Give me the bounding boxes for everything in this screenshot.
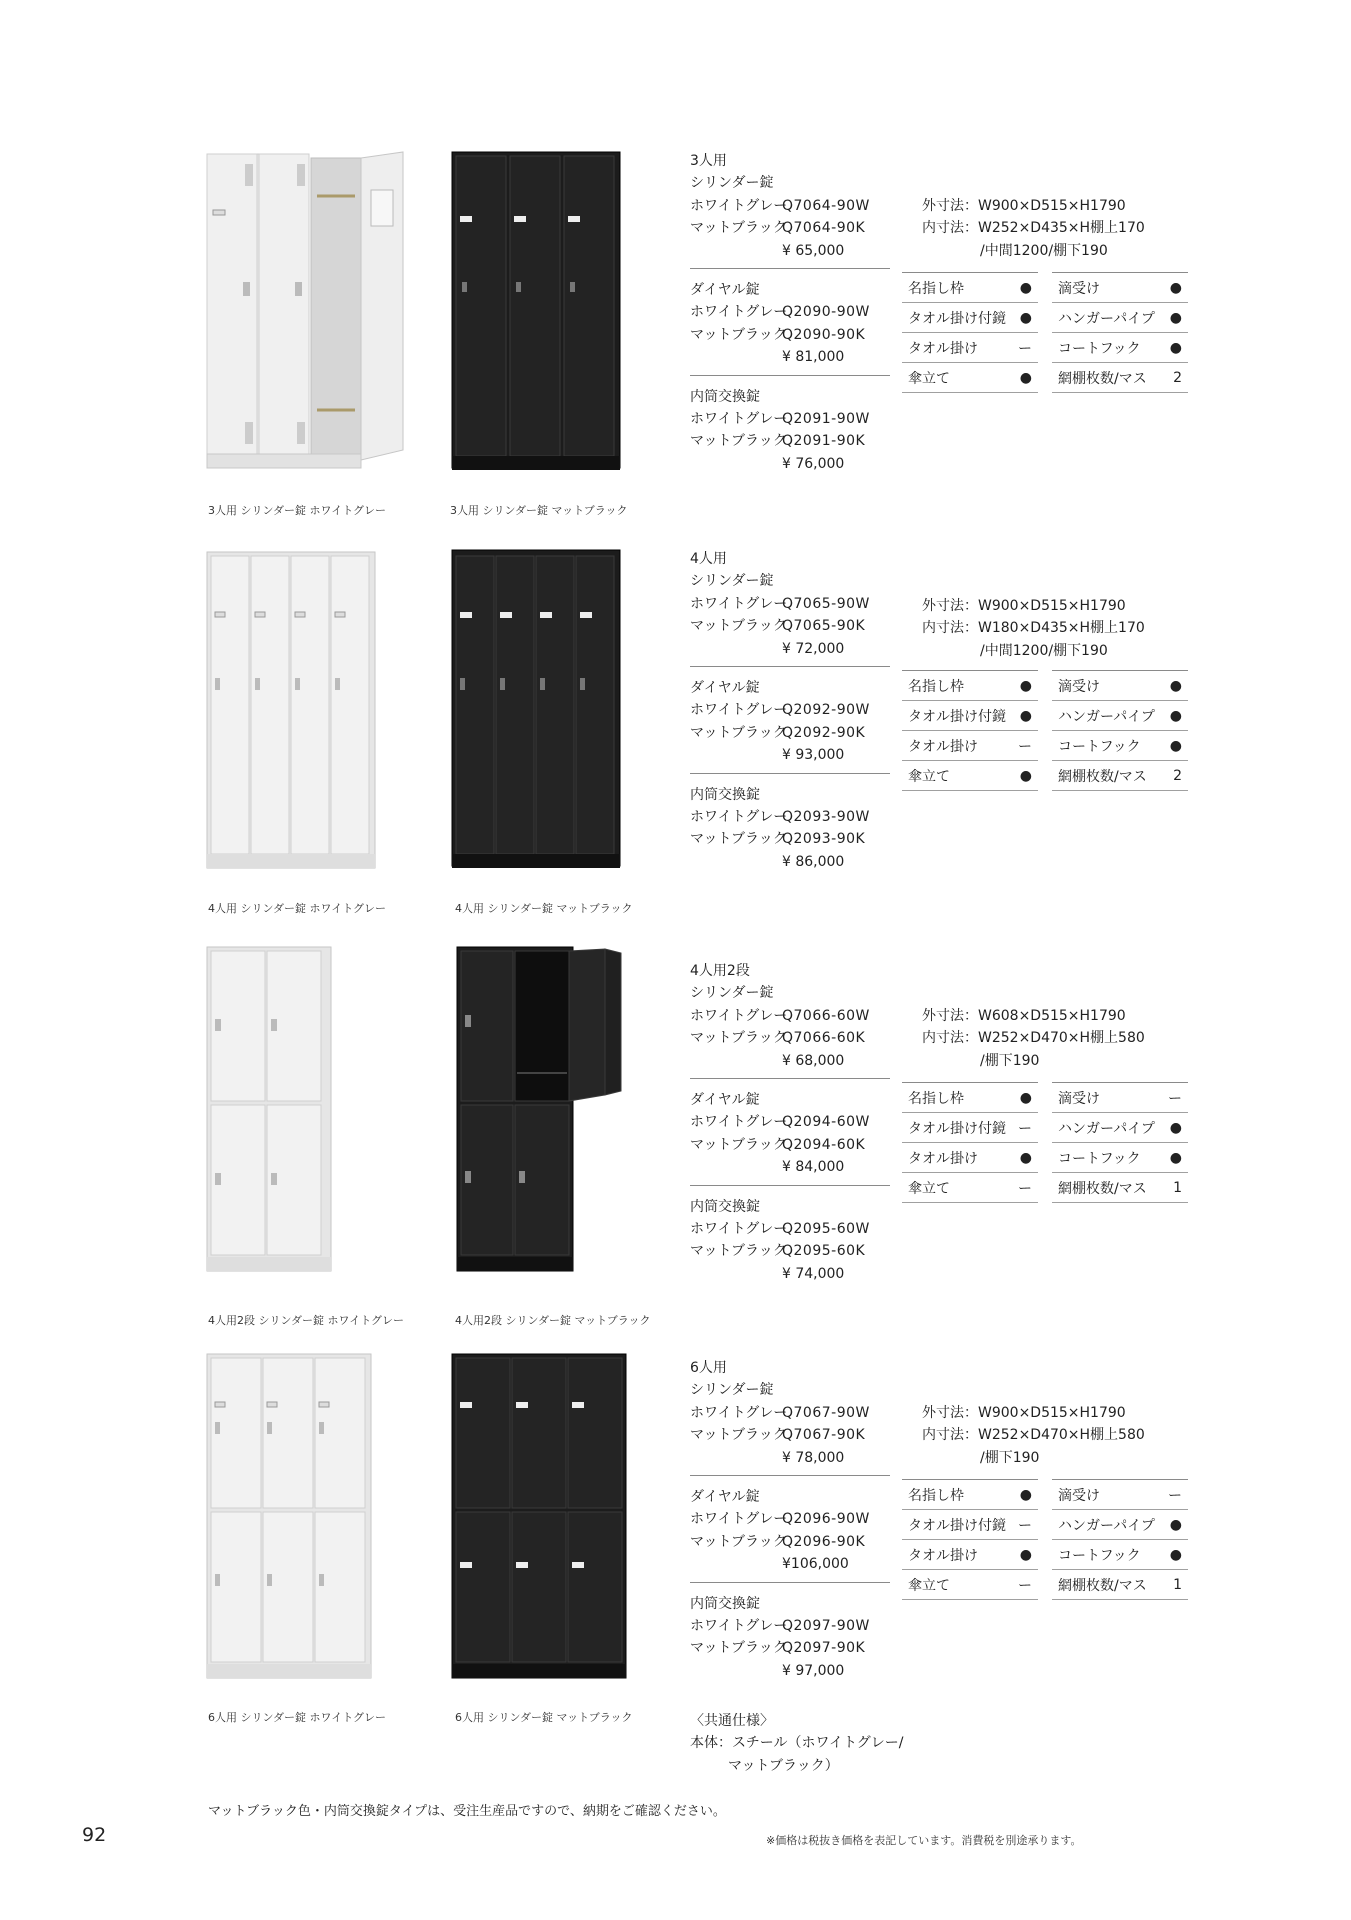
price: ¥ 68,000 bbox=[782, 1052, 845, 1069]
spec-label: コートフック bbox=[1058, 738, 1141, 755]
spec-row bbox=[902, 1113, 1038, 1143]
spec-label: 名指し枠 bbox=[908, 1090, 964, 1107]
spec-label: コートフック bbox=[1058, 1150, 1141, 1167]
spec-value: ● bbox=[1019, 309, 1032, 326]
spec-value: 1 bbox=[1173, 1576, 1182, 1593]
spec-row bbox=[902, 1570, 1038, 1600]
lock-group-inner-cylinder bbox=[690, 784, 890, 880]
spec-value: ● bbox=[1019, 279, 1032, 296]
spec-value: ー bbox=[1018, 340, 1032, 357]
spec-label: タオル掛け付鏡 bbox=[908, 708, 1006, 725]
spec-value: ● bbox=[1169, 279, 1182, 296]
price: ¥ 76,000 bbox=[782, 455, 845, 472]
spec-label: 滴受け bbox=[1058, 280, 1100, 297]
product-code-white: Q7067-90W bbox=[782, 1404, 870, 1421]
color-black-label: マットブラック bbox=[690, 724, 787, 741]
locker-photo-3-white bbox=[205, 150, 405, 475]
common-spec-line: 本体：スチール（ホワイトグレー/ bbox=[690, 1735, 904, 1752]
color-black-label: マットブラック bbox=[690, 220, 787, 237]
lock-group-inner-cylinder bbox=[690, 1196, 890, 1292]
spec-row bbox=[902, 731, 1038, 761]
spec-value: ー bbox=[1018, 1180, 1032, 1197]
spec-value: ● bbox=[1019, 1149, 1032, 1166]
spec-label: コートフック bbox=[1058, 1547, 1141, 1564]
lock-type: 内筒交換錠 bbox=[690, 1198, 760, 1215]
dimensions bbox=[922, 595, 1145, 662]
spec-label: 滴受け bbox=[1058, 1487, 1100, 1504]
section-4-person bbox=[0, 548, 1351, 948]
locker-photo-6-white bbox=[205, 1352, 375, 1687]
spec-label: ハンガーパイプ bbox=[1058, 1120, 1155, 1137]
product-code-white: Q2096-90W bbox=[782, 1511, 870, 1528]
color-black-label: マットブラック bbox=[690, 1640, 787, 1657]
spec-row bbox=[902, 333, 1038, 363]
page-number: 92 bbox=[82, 1824, 107, 1846]
photo-caption-black: 4人用2段 シリンダー錠 マットブラック bbox=[455, 1314, 651, 1327]
color-white-label: ホワイトグレー bbox=[690, 1221, 788, 1238]
spec-label: ハンガーパイプ bbox=[1058, 310, 1155, 327]
spec-row bbox=[1052, 1540, 1188, 1570]
lock-type: シリンダー錠 bbox=[690, 175, 774, 192]
lock-type: シリンダー錠 bbox=[690, 573, 774, 590]
photo-caption-white: 4人用 シリンダー錠 ホワイトグレー bbox=[208, 902, 387, 915]
product-code-white: Q2093-90W bbox=[782, 809, 870, 826]
section-title: 4人用2段 bbox=[690, 963, 750, 979]
spec-row bbox=[902, 1540, 1038, 1570]
spec-row bbox=[1052, 1083, 1188, 1113]
spec-value: ● bbox=[1169, 1516, 1182, 1533]
product-code-black: Q7067-90K bbox=[782, 1427, 866, 1444]
color-black-label: マットブラック bbox=[690, 326, 787, 343]
common-specifications bbox=[690, 1710, 903, 1777]
section-3-person bbox=[0, 150, 1351, 550]
color-black-label: マットブラック bbox=[690, 831, 787, 848]
spec-column-left bbox=[902, 1479, 1038, 1600]
spec-table bbox=[902, 1479, 1188, 1600]
spec-row bbox=[1052, 1143, 1188, 1173]
photo-caption-white: 4人用2段 シリンダー錠 ホワイトグレー bbox=[208, 1314, 404, 1327]
spec-label: ハンガーパイプ bbox=[1058, 1517, 1155, 1534]
spec-row bbox=[902, 671, 1038, 701]
lock-group-inner-cylinder bbox=[690, 1593, 890, 1689]
lock-type: ダイヤル錠 bbox=[690, 680, 760, 697]
spec-row bbox=[1052, 1480, 1188, 1510]
price: ¥ 65,000 bbox=[782, 242, 845, 259]
lock-type: シリンダー錠 bbox=[690, 1382, 774, 1399]
lock-group-cylinder bbox=[690, 982, 890, 1079]
spec-value: ● bbox=[1019, 1486, 1032, 1503]
spec-value: ● bbox=[1169, 1546, 1182, 1563]
spec-row bbox=[902, 1510, 1038, 1540]
spec-value: ● bbox=[1019, 369, 1032, 386]
spec-value: ● bbox=[1169, 339, 1182, 356]
spec-value: ● bbox=[1019, 767, 1032, 784]
price: ¥ 72,000 bbox=[782, 640, 845, 657]
color-white-label: ホワイトグレー bbox=[690, 304, 788, 321]
spec-column-right bbox=[1052, 670, 1188, 791]
dimensions bbox=[922, 1402, 1145, 1469]
spec-column-right bbox=[1052, 272, 1188, 393]
color-white-label: ホワイトグレー bbox=[690, 1511, 788, 1528]
spec-label: 名指し枠 bbox=[908, 678, 964, 695]
color-white-label: ホワイトグレー bbox=[690, 702, 788, 719]
section-title: 6人用 bbox=[690, 1360, 727, 1376]
spec-label: タオル掛け bbox=[908, 1547, 978, 1564]
inner-dimensions-cont: /棚下190 bbox=[980, 1449, 1040, 1466]
photo-caption-white: 3人用 シリンダー錠 ホワイトグレー bbox=[208, 504, 387, 517]
photo-caption-black: 3人用 シリンダー錠 マットブラック bbox=[450, 504, 628, 517]
price: ¥ 93,000 bbox=[782, 747, 845, 764]
product-code-white: Q2097-90W bbox=[782, 1618, 870, 1635]
spec-row bbox=[902, 273, 1038, 303]
spec-row bbox=[902, 303, 1038, 333]
spec-value: ー bbox=[1018, 1577, 1032, 1594]
spec-row bbox=[1052, 701, 1188, 731]
spec-label: 名指し枠 bbox=[908, 1487, 964, 1504]
spec-value: ● bbox=[1169, 737, 1182, 754]
lock-type: 内筒交換錠 bbox=[690, 786, 760, 803]
spec-label: ハンガーパイプ bbox=[1058, 708, 1155, 725]
product-code-white: Q2092-90W bbox=[782, 702, 870, 719]
outer-dimensions: 外寸法：W608×D515×H1790 bbox=[922, 1008, 1126, 1024]
spec-label: 網棚枚数/マス bbox=[1058, 1577, 1147, 1594]
spec-row bbox=[902, 1480, 1038, 1510]
lock-group-cylinder bbox=[690, 172, 890, 269]
outer-dimensions: 外寸法：W900×D515×H1790 bbox=[922, 1405, 1126, 1421]
spec-value: 1 bbox=[1173, 1179, 1182, 1196]
price: ¥ 97,000 bbox=[782, 1662, 845, 1679]
common-spec-heading: 〈共通仕様〉 bbox=[690, 1713, 774, 1729]
spec-label: 網棚枚数/マス bbox=[1058, 1180, 1147, 1197]
color-white-label: ホワイトグレー bbox=[690, 1114, 788, 1131]
spec-column-left bbox=[902, 670, 1038, 791]
spec-column-right bbox=[1052, 1479, 1188, 1600]
tax-note: ※価格は税抜き価格を表記しています。消費税を別途承ります。 bbox=[766, 1834, 1082, 1847]
spec-row bbox=[902, 1083, 1038, 1113]
lock-group-dial bbox=[690, 279, 890, 376]
locker-photo-4-black bbox=[450, 548, 625, 878]
spec-row bbox=[1052, 303, 1188, 333]
product-code-black: Q2091-90K bbox=[782, 433, 866, 450]
spec-label: タオル掛け付鏡 bbox=[908, 1517, 1006, 1534]
locker-photo-4-white bbox=[205, 548, 380, 878]
outer-dimensions: 外寸法：W900×D515×H1790 bbox=[922, 198, 1126, 214]
spec-column-left bbox=[902, 272, 1038, 393]
locker-photo-6-black bbox=[450, 1352, 630, 1687]
spec-label: タオル掛け付鏡 bbox=[908, 310, 1006, 327]
price-block bbox=[690, 150, 890, 491]
inner-dimensions-cont: /中間1200/棚下190 bbox=[980, 642, 1108, 659]
locker-photo-4-2tier-black bbox=[455, 945, 625, 1280]
spec-row bbox=[1052, 731, 1188, 761]
spec-value: ー bbox=[1018, 1120, 1032, 1137]
inner-dimensions: 内寸法：W252×D470×H棚上580 bbox=[922, 1427, 1145, 1444]
spec-row bbox=[902, 363, 1038, 393]
inner-dimensions-cont: /棚下190 bbox=[980, 1052, 1040, 1069]
lock-group-cylinder bbox=[690, 1379, 890, 1476]
photo-caption-black: 4人用 シリンダー錠 マットブラック bbox=[455, 902, 633, 915]
spec-row bbox=[902, 761, 1038, 791]
product-code-white: Q7064-90W bbox=[782, 197, 870, 214]
product-code-white: Q7066-60W bbox=[782, 1007, 870, 1024]
lock-type: ダイヤル錠 bbox=[690, 1489, 760, 1506]
spec-label: 名指し枠 bbox=[908, 280, 964, 297]
spec-label: 傘立て bbox=[908, 1577, 950, 1594]
spec-value: ● bbox=[1169, 1149, 1182, 1166]
price-block bbox=[690, 548, 890, 889]
spec-row bbox=[902, 1173, 1038, 1203]
color-black-label: マットブラック bbox=[690, 1136, 787, 1153]
price: ¥ 78,000 bbox=[782, 1449, 845, 1466]
spec-label: タオル掛け bbox=[908, 738, 978, 755]
price: ¥ 74,000 bbox=[782, 1265, 845, 1282]
price: ¥ 86,000 bbox=[782, 853, 845, 870]
spec-row bbox=[902, 701, 1038, 731]
lock-group-dial bbox=[690, 1486, 890, 1583]
spec-row bbox=[902, 1143, 1038, 1173]
spec-table bbox=[902, 1082, 1188, 1203]
spec-row bbox=[1052, 1173, 1188, 1203]
spec-value: ー bbox=[1168, 1487, 1182, 1504]
lock-type: 内筒交換錠 bbox=[690, 1595, 760, 1612]
color-black-label: マットブラック bbox=[690, 1030, 787, 1047]
spec-value: ● bbox=[1019, 707, 1032, 724]
inner-dimensions: 内寸法：W180×D435×H棚上170 bbox=[922, 620, 1145, 637]
spec-table bbox=[902, 272, 1188, 393]
spec-label: タオル掛け bbox=[908, 1150, 978, 1167]
spec-table bbox=[902, 670, 1188, 791]
spec-value: ● bbox=[1169, 309, 1182, 326]
product-code-black: Q2096-90K bbox=[782, 1533, 866, 1550]
outer-dimensions: 外寸法：W900×D515×H1790 bbox=[922, 598, 1126, 614]
color-black-label: マットブラック bbox=[690, 618, 787, 635]
spec-value: ● bbox=[1169, 677, 1182, 694]
spec-value: 2 bbox=[1173, 767, 1182, 784]
spec-value: ● bbox=[1019, 1546, 1032, 1563]
color-black-label: マットブラック bbox=[690, 1427, 787, 1444]
lock-group-inner-cylinder bbox=[690, 386, 890, 482]
spec-label: 網棚枚数/マス bbox=[1058, 370, 1147, 387]
spec-value: ● bbox=[1019, 1089, 1032, 1106]
inner-dimensions: 内寸法：W252×D435×H棚上170 bbox=[922, 220, 1145, 237]
product-code-white: Q2091-90W bbox=[782, 411, 870, 428]
product-code-black: Q7066-60K bbox=[782, 1030, 866, 1047]
spec-label: 傘立て bbox=[908, 768, 950, 785]
lock-type: ダイヤル錠 bbox=[690, 1092, 760, 1109]
photo-caption-black: 6人用 シリンダー錠 マットブラック bbox=[455, 1711, 633, 1724]
lock-type: ダイヤル錠 bbox=[690, 282, 760, 299]
product-code-white: Q7065-90W bbox=[782, 595, 870, 612]
product-code-white: Q2094-60W bbox=[782, 1114, 870, 1131]
color-black-label: マットブラック bbox=[690, 433, 787, 450]
spec-label: 傘立て bbox=[908, 1180, 950, 1197]
price: ¥ 84,000 bbox=[782, 1159, 845, 1176]
price: ¥106,000 bbox=[782, 1556, 849, 1573]
inner-dimensions: 内寸法：W252×D470×H棚上580 bbox=[922, 1030, 1145, 1047]
section-title: 3人用 bbox=[690, 153, 727, 169]
lock-group-dial bbox=[690, 1089, 890, 1186]
spec-label: 滴受け bbox=[1058, 678, 1100, 695]
spec-row bbox=[1052, 273, 1188, 303]
price-block bbox=[690, 960, 890, 1301]
color-black-label: マットブラック bbox=[690, 1533, 787, 1550]
lock-group-dial bbox=[690, 677, 890, 774]
locker-photo-4-2tier-white bbox=[205, 945, 335, 1280]
spec-value: ー bbox=[1168, 1090, 1182, 1107]
product-code-black: Q7064-90K bbox=[782, 220, 866, 237]
color-white-label: ホワイトグレー bbox=[690, 595, 788, 612]
color-white-label: ホワイトグレー bbox=[690, 1007, 788, 1024]
made-to-order-note: マットブラック色・内筒交換錠タイプは、受注生産品ですので、納期をご確認ください。 bbox=[208, 1804, 726, 1819]
spec-label: タオル掛け付鏡 bbox=[908, 1120, 1006, 1137]
spec-value: ● bbox=[1169, 707, 1182, 724]
spec-column-right bbox=[1052, 1082, 1188, 1203]
spec-row bbox=[1052, 1510, 1188, 1540]
color-white-label: ホワイトグレー bbox=[690, 1404, 788, 1421]
photo-caption-white: 6人用 シリンダー錠 ホワイトグレー bbox=[208, 1711, 387, 1724]
price-block bbox=[690, 1357, 890, 1698]
color-white-label: ホワイトグレー bbox=[690, 411, 788, 428]
spec-value: ー bbox=[1018, 1517, 1032, 1534]
product-code-black: Q2090-90K bbox=[782, 326, 866, 343]
spec-label: 滴受け bbox=[1058, 1090, 1100, 1107]
product-code-black: Q2094-60K bbox=[782, 1136, 866, 1153]
lock-type: 内筒交換錠 bbox=[690, 388, 760, 405]
common-spec-line: マットブラック） bbox=[728, 1757, 839, 1774]
product-code-black: Q2095-60K bbox=[782, 1243, 866, 1260]
spec-label: タオル掛け bbox=[908, 340, 978, 357]
section-title: 4人用 bbox=[690, 551, 727, 567]
product-code-white: Q2095-60W bbox=[782, 1221, 870, 1238]
product-code-black: Q2093-90K bbox=[782, 831, 866, 848]
spec-value: ● bbox=[1019, 677, 1032, 694]
lock-type: シリンダー錠 bbox=[690, 985, 774, 1002]
inner-dimensions-cont: /中間1200/棚下190 bbox=[980, 242, 1108, 259]
dimensions bbox=[922, 1005, 1145, 1072]
spec-label: 網棚枚数/マス bbox=[1058, 768, 1147, 785]
dimensions bbox=[922, 195, 1145, 262]
spec-row bbox=[1052, 363, 1188, 393]
locker-photo-3-black bbox=[450, 150, 625, 480]
spec-label: 傘立て bbox=[908, 370, 950, 387]
spec-column-left bbox=[902, 1082, 1038, 1203]
price: ¥ 81,000 bbox=[782, 349, 845, 366]
product-code-black: Q2097-90K bbox=[782, 1640, 866, 1657]
spec-value: 2 bbox=[1173, 369, 1182, 386]
section-4-person-2-tier bbox=[0, 960, 1351, 1360]
product-code-white: Q2090-90W bbox=[782, 304, 870, 321]
color-white-label: ホワイトグレー bbox=[690, 1618, 788, 1635]
color-black-label: マットブラック bbox=[690, 1243, 787, 1260]
color-white-label: ホワイトグレー bbox=[690, 809, 788, 826]
section-6-person bbox=[0, 1357, 1351, 1757]
spec-value: ー bbox=[1018, 738, 1032, 755]
spec-label: コートフック bbox=[1058, 340, 1141, 357]
lock-group-cylinder bbox=[690, 570, 890, 667]
spec-row bbox=[1052, 1570, 1188, 1600]
spec-value: ● bbox=[1169, 1119, 1182, 1136]
spec-row bbox=[1052, 333, 1188, 363]
spec-row bbox=[1052, 761, 1188, 791]
product-code-black: Q2092-90K bbox=[782, 724, 866, 741]
spec-row bbox=[1052, 1113, 1188, 1143]
spec-row bbox=[1052, 671, 1188, 701]
product-code-black: Q7065-90K bbox=[782, 618, 866, 635]
color-white-label: ホワイトグレー bbox=[690, 197, 788, 214]
